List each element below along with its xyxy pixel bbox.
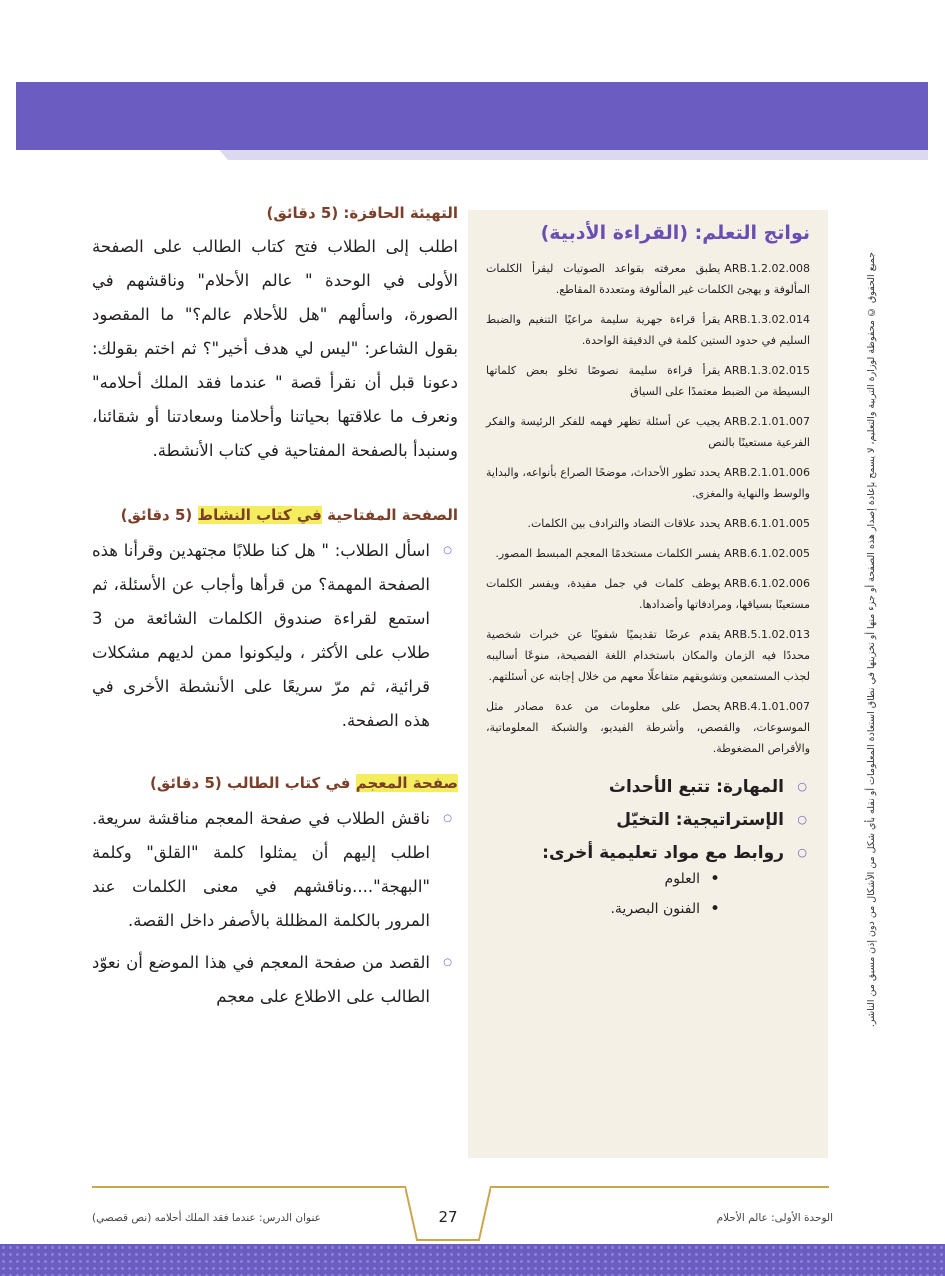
highlighted-phrase: في كتاب النشاط: [197, 506, 322, 524]
outcome-item: [486, 309, 810, 351]
outcome-text: يقرأ قراءة جهرية سليمة مراعيًا التنغيم والضبط السليم في حدود الستين كلمة في الدقيقة الواحدة.: [486, 313, 810, 347]
lesson-features: [486, 777, 810, 917]
outcome-code: ARB.4.1.01.007: [724, 700, 810, 713]
outcomes-title: نواتج التعلم: (القراءة الأدبية): [540, 222, 810, 244]
outcome-code: ARB.1.3.02.014: [724, 313, 810, 326]
link-subject: • العلوم: [486, 871, 720, 887]
outcome-text: يقرأ قراءة سليمة نصوصًا تخلو بعض كلماتها البسيطة من الضبط معتمدًا على السياق: [486, 364, 810, 398]
outcome-code: ARB.6.1.01.005: [724, 517, 810, 530]
outcome-code: ARB.6.1.02.006: [724, 577, 810, 590]
page-number: 27: [438, 1208, 458, 1226]
outcome-code: ARB.1.3.02.015: [724, 364, 810, 377]
outcome-code: ARB.2.1.01.007: [724, 415, 810, 428]
key-page-list: [92, 534, 458, 738]
strategy-item: ○ الإستراتيجية: التخيّل: [486, 810, 810, 830]
outcome-text: يفسر الكلمات مستخدمًا المعجم المبسط المصور.: [495, 547, 721, 560]
footer-band: [0, 1244, 945, 1276]
dictionary-page-list: [92, 802, 458, 1014]
skill-item: ○ المهارة: تتبع الأحداث: [486, 777, 810, 797]
key-page-title: الصفحة المفتاحية في كتاب النشاط (5 دقائق): [120, 506, 458, 524]
outcome-text: يوظف كلمات في جمل مفيدة، ويفسر الكلمات مستعينًا بسياقها، ومرادفاتها وأضدادها.: [486, 577, 810, 611]
learning-outcomes-panel: [468, 210, 828, 1158]
outcome-text: يحصل على معلومات من عدة مصادر مثل الموسوعات، والقصص، وأشرطة الفيديو، والشبكة المعلوماتية، والأقراص المضغوطة.: [486, 700, 810, 755]
outcome-text: يحدد تطور الأحداث، موضحًا الصراع بأنواعه، والبداية والوسط والنهاية والمغزى.: [486, 466, 810, 500]
outcome-item: [486, 543, 810, 564]
outcome-text: يحدد علاقات التضاد والترادف بين الكلمات.: [527, 517, 721, 530]
link-subject: • الفنون البصرية.: [486, 901, 720, 917]
outcome-code: ARB.2.1.01.006: [724, 466, 810, 479]
outcome-item: [486, 411, 810, 453]
outcome-item: [486, 573, 810, 615]
highlighted-phrase: صفحة المعجم: [355, 774, 458, 792]
key-page-bullet: ○ اسأل الطلاب: " هل كنا طلابًا مجتهدين وقرأنا هذه الصفحة المهمة؟ من قرأها وأجاب عن الأسئلة، ثم استمع لقراءة صندوق الكلمات الشائعة من 3 طلاب على الأكثر ، وليكونوا ممن لديهم مشكلات قرائية، ثم مرّ سريعًا على الأنشطة الأخرى في هذه الصفحة.: [92, 534, 458, 738]
outcome-item: [486, 462, 810, 504]
outcome-item: [486, 624, 810, 687]
outcome-text: يقدم عرضًا تقديميًا شفويًا عن خبرات شخصية محددًا فيه الزمان والمكان باستخدام اللغة الفصيحة، منوعًا أساليبه لجذب المستمعين وتشويقهم متفاعلًا معهم من خلال إجابته عن أسئلتهم.: [486, 628, 810, 683]
outcome-code: ARB.6.1.02.005: [724, 547, 810, 560]
warmup-text: اطلب إلى الطلاب فتح كتاب الطالب على الصفحة الأولى في الوحدة " عالم الأحلام" وناقشهم في الصورة، واسألهم "هل للأحلام عالم؟" ما المقصود بقول الشاعر: "ليس لي هدف أخير"؟ ثم اختم بقولك: دعونا قبل أن نقرأ قصة " عندما فقد الملك أحلامه" ونعرف ما علاقتها بحياتنا وأحلامنا وسعادتنا أو شقائنا، وسنبدأ بالصفحة المفتاحية في كتاب الأنشطة.: [92, 237, 458, 460]
outcome-code: ARB.5.1.02.013: [724, 628, 810, 641]
outcome-item: [486, 360, 810, 402]
footer-unit-title: الوحدة الأولى: عالم الأحلام: [716, 1212, 833, 1224]
outcome-text: يجيب عن أسئلة تظهر فهمه للفكر الرئيسة والفكر الفرعية مستعينًا بالنص: [486, 415, 810, 449]
outcome-code: ARB.1.2.02.008: [724, 262, 810, 275]
links-list: [486, 871, 720, 917]
outcome-item: [486, 258, 810, 300]
copyright-note: جميع الحقوق © محفوظة لوزارة التربية والتعليم، لا يسمح بإعادة إصدار هذه الصفحة أو جزء منها أو تخزينها في نطاق استعادة المعلومات أو نقله بأي شكل من الأشكال من دون إذن مسبق من الناشر.: [865, 252, 877, 1028]
dictionary-bullet: ○ القصد من صفحة المعجم في هذا الموضع أن نعوّد الطالب على الاطلاع على معجم: [92, 946, 458, 1014]
outcome-text: يطبق معرفته بقواعد الصوتيات ليقرأ الكلمات المألوفة و يهجئ الكلمات غير المألوفة ومتعددة المقاطع.: [486, 262, 810, 296]
outcome-item: [486, 513, 810, 534]
dictionary-bullet: ○ ناقش الطلاب في صفحة المعجم مناقشة سريعة. اطلب إليهم أن يمثلوا كلمة "القلق" وكلمة "البهجة"....وناقشهم في معنى الكلمات عند المرور بالكلمة المظللة بالأصفر داخل القصة.: [92, 802, 458, 938]
footer-lesson-title: عنوان الدرس: عندما فقد الملك أحلامه (نص قصصي): [92, 1212, 321, 1224]
warmup-title: التهيئة الحافزة: (5 دقائق): [266, 204, 458, 222]
lesson-procedure: [92, 200, 458, 1022]
header-band-tab: [16, 150, 228, 160]
dictionary-page-title: صفحة المعجم في كتاب الطالب (5 دقائق): [150, 774, 458, 792]
outcome-item: [486, 696, 810, 759]
header-band: [16, 82, 928, 150]
links-item: ○ روابط مع مواد تعليمية أخرى: • العلوم • الفنون البصرية.: [486, 843, 810, 917]
